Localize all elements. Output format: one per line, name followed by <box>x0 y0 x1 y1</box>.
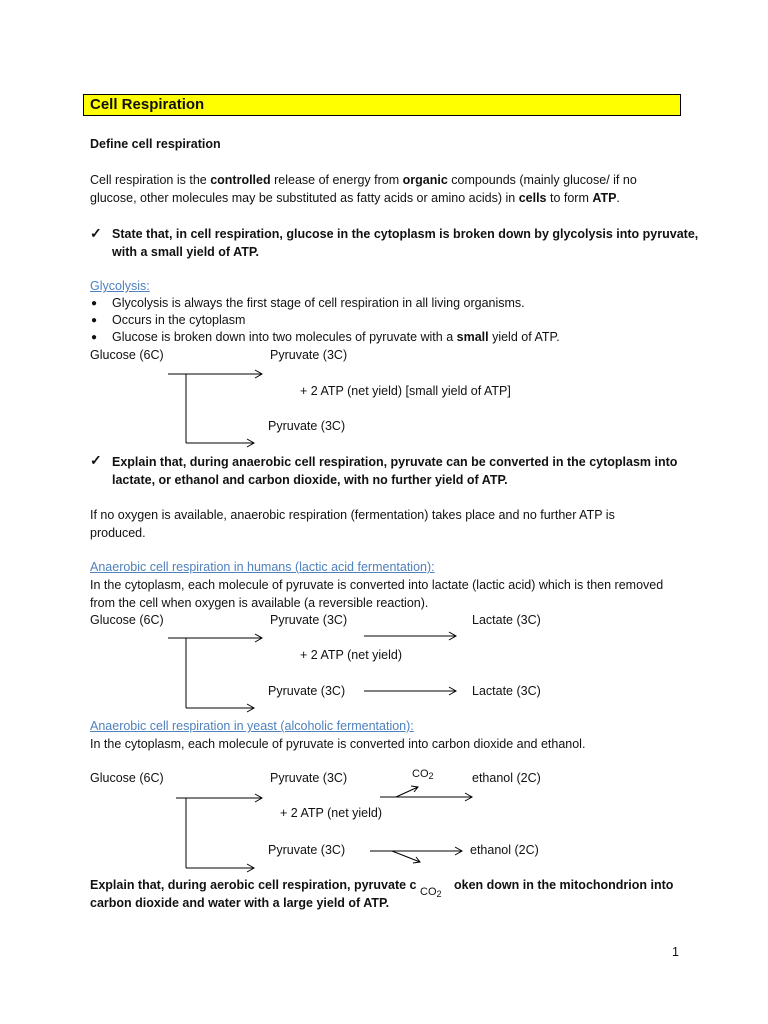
yeast-ethanol-arrow-1 <box>380 793 472 801</box>
bullet-icon: ● <box>91 315 98 326</box>
yeast-atp: + 2 ATP (net yield) <box>280 806 383 820</box>
yeast-pyruvate-2: Pyruvate (3C) <box>268 843 346 857</box>
objective1-line-2: with a small yield of ATP. <box>112 245 260 259</box>
yeast-line-1: In the cytoplasm, each molecule of pyruvate is converted into carbon dioxide and ethanol. <box>90 737 586 751</box>
objective1-line-1: State that, in cell respiration, glucose in the cytoplasm is broken down by glycolysis into pyruvate, <box>112 227 699 241</box>
humans-line-1: In the cytoplasm, each molecule of pyruvate is converted into lactate (lactic acid) which is then removed <box>90 578 664 592</box>
yeast-heading[interactable]: Anaerobic cell respiration in yeast (alcoholic fermentation): <box>90 719 414 733</box>
text-bold-cells: cells <box>518 191 547 205</box>
yeast-glucose: Glucose (6C) <box>90 771 164 785</box>
humans-lactate-arrow-2 <box>364 687 456 695</box>
check-icon: ✓ <box>90 452 102 468</box>
glycolysis-bullet-2: Occurs in the cytoplasm <box>112 313 246 327</box>
co2-subscript: 2 <box>436 889 442 899</box>
define-heading: Define cell respiration <box>90 137 221 151</box>
text-bold-small: small <box>456 330 489 344</box>
text-run: to form <box>546 191 593 205</box>
text-run: glucose, other molecules may be substituted as fatty acids or amino acids) in <box>90 191 519 205</box>
yeast-co2-branch-1 <box>396 786 418 797</box>
glycolysis-pyruvate-1: Pyruvate (3C) <box>270 348 348 362</box>
text-run: . <box>616 191 620 205</box>
humans-pyruvate-2: Pyruvate (3C) <box>268 684 346 698</box>
text-run: Cell respiration is the <box>90 173 211 187</box>
co2-text: CO <box>412 768 429 780</box>
text-run: compounds (mainly glucose/ if no <box>447 173 637 187</box>
bullet-icon: ● <box>91 332 98 343</box>
text-run: release of energy from <box>270 173 403 187</box>
page-title: Cell Respiration <box>90 96 205 113</box>
text-bold-atp: ATP <box>592 191 617 205</box>
humans-lactate-1: Lactate (3C) <box>472 613 541 627</box>
yeast-ethanol-2: ethanol (2C) <box>470 843 539 857</box>
glycolysis-arrow-top <box>168 370 262 378</box>
yeast-arrow-top <box>176 794 262 802</box>
glycolysis-arrow-bottom <box>186 439 254 447</box>
humans-atp: + 2 ATP (net yield) <box>300 648 403 662</box>
bullet-icon: ● <box>91 298 98 309</box>
humans-arrow-bottom <box>186 704 254 712</box>
humans-heading[interactable]: Anaerobic cell respiration in humans (lactic acid fermentation): <box>90 560 435 574</box>
check-icon: ✓ <box>90 225 102 241</box>
no-oxygen-line-2: produced. <box>90 526 146 540</box>
co2-subscript: 2 <box>428 771 434 781</box>
glycolysis-glucose: Glucose (6C) <box>90 348 164 362</box>
yeast-co2-branch-2 <box>392 851 420 863</box>
text-run: yield of ATP. <box>488 330 560 344</box>
objective2-line-2: lactate, or ethanol and carbon dioxide, with no further yield of ATP. <box>112 473 508 487</box>
text-run: Glucose is broken down into two molecules of pyruvate with a <box>112 330 457 344</box>
text-bold-controlled: controlled <box>210 173 271 187</box>
glycolysis-heading[interactable]: Glycolysis: <box>90 279 150 293</box>
page-number: 1 <box>672 945 679 959</box>
no-oxygen-line-1: If no oxygen is available, anaerobic respiration (fermentation) takes place and no further ATP is <box>90 508 615 522</box>
objective3-line-2: carbon dioxide and water with a large yield of ATP. <box>90 896 390 910</box>
objective3-line-1b: oken down in the mitochondrion into <box>454 878 674 892</box>
humans-lactate-2: Lactate (3C) <box>472 684 541 698</box>
co2-text: CO <box>420 886 437 898</box>
humans-lactate-arrow-1 <box>364 632 456 640</box>
objective3-line-1a: Explain that, during aerobic cell respiration, pyruvate c <box>90 878 417 892</box>
glycolysis-bullet-1: Glycolysis is always the first stage of cell respiration in all living organisms. <box>112 296 525 310</box>
text-bold-organic: organic <box>402 173 448 187</box>
yeast-ethanol-1: ethanol (2C) <box>472 771 541 785</box>
humans-pyruvate-1: Pyruvate (3C) <box>270 613 348 627</box>
humans-glucose: Glucose (6C) <box>90 613 164 627</box>
yeast-pyruvate-1: Pyruvate (3C) <box>270 771 348 785</box>
yeast-arrow-bottom <box>186 864 254 872</box>
glycolysis-atp: + 2 ATP (net yield) [small yield of ATP] <box>300 384 511 398</box>
humans-arrow-top <box>168 634 262 642</box>
humans-line-2: from the cell when oxygen is available (a reversible reaction). <box>90 596 429 610</box>
objective2-line-1: Explain that, during anaerobic cell respiration, pyruvate can be converted in the cytoplasm into <box>112 455 678 469</box>
yeast-ethanol-arrow-2 <box>370 847 462 855</box>
glycolysis-pyruvate-2: Pyruvate (3C) <box>268 419 346 433</box>
